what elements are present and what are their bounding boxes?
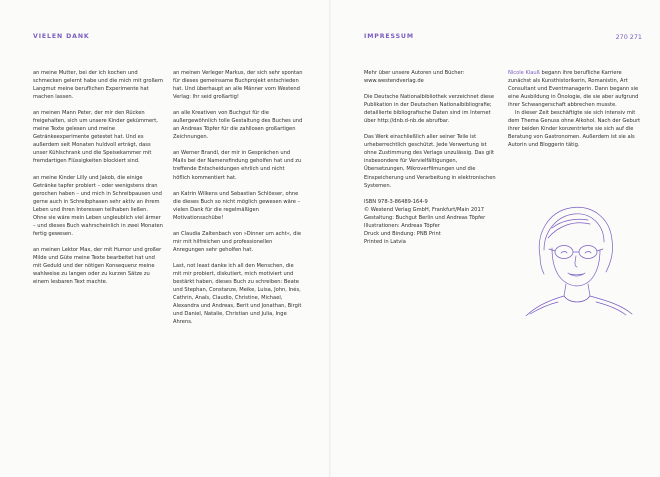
paragraph: an meinen Mann Peter, der mir den Rücken freigehalten, sich um unsere Kinder gekümmert, meine Texte gelesen und meine Getränkeexperimente getestet hat. Und es außerdem seit Monaten huldvoll erträgt, dass unser Kühlschrank und die Speisekammer mit fremdartigen Flüssigkeiten blockiert sind.	[33, 110, 158, 165]
author-bio	[508, 69, 641, 109]
paragraph: an Katrin Wilkens und Sebastian Schlösser, ohne die dieses Buch so nicht möglich gewesen wäre – vielen Dank für die regelmäßigen Motivationsschübe!	[173, 190, 301, 221]
publisher-url: www.westendverlag.de	[364, 78, 424, 85]
printed-in: Printed in Latvia	[364, 238, 406, 245]
paragraph: an Werner Brandl, der mir in Gesprächen und Mails bei der Namensfindung geholfen hat und zu treffende Entscheidungen ehrlich und nicht höflich kommentiert hat.	[173, 150, 302, 181]
isbn: ISBN 978-3-86489-164-9	[364, 198, 428, 205]
right-page-header: IMPRESSUM	[364, 33, 414, 40]
copyright-notice: Das Werk einschließlich aller seiner Teile ist urheberrechtlich geschützt. Jede Verwertung ist ohne Zustimmung des Verlags unzulässig. Das gilt insbesondere für Vervielfältigungen, Übersetzungen, Mikroverfilmungen und die Einspeicherung und Verarbeitung in elektronischen Systemen.	[364, 134, 496, 189]
acknowledgements-column-2	[173, 69, 303, 334]
paragraph: an meine Kinder Lilly und Jakob, die einige Getränke tapfer probiert – oder wenigstens dran gerochen haben – und mich in Schreibpausen und gerne auch in Schreibphasen sehr aktiv an ihrem Leben und ihren Interessen teilhaben ließen. Ohne sie wäre mein Leben ungleublich viel ärmer – und dieses Buch wahrscheinlich in zwei Monaten fertig gewesen.	[33, 174, 163, 237]
paragraph: an meine Mutter, bei der ich kochen und schmecken gelernt habe und die mich mit großem Langmut meine beruflichen Experimente hat machen lassen.	[33, 70, 163, 101]
author-portrait-illustration	[500, 198, 650, 316]
dnb-notice: Die Deutsche Nationalbibliothek verzeichnet diese Publikation in der Deutschen Nationalbibliografie; detaillierte bibliografische Daten sind im Internet über http://dnb.d-nb.de abrufbar.	[364, 94, 495, 125]
book-gutter	[329, 0, 331, 477]
paragraph: an Claudia Zaltenbach von »Dinner um acht«, die mir mit hilfreichen und professionellen Anregungen sehr geholfen hat.	[173, 230, 301, 253]
author-name: Nicole Klauß	[508, 70, 540, 76]
author-bio-text-1: begann ihre berufliche Karriere zunächst als Kunsthistorikerin, Romanistin, Art Consultant und Eventmanagerin. Dann begann sie eine Ausbildung in Önologie, die sie aber aufgrund ihrer Schwangerschaft abbrechen musste.	[508, 70, 639, 109]
paragraph: an alle Kreativen von Buchgut für die außergewöhnlich tolle Gestaltung des Buches und an Andreas Töpfer für die zahllosen großartigen Zeichnungen.	[173, 110, 303, 141]
acknowledgements-column-1	[33, 69, 163, 294]
more-info-label: Mehr über unsere Autoren und Bücher:	[364, 70, 465, 76]
impressum-column	[364, 69, 497, 246]
page-numbers: 270 271	[615, 33, 642, 41]
copyright-line: © Westend Verlag GmbH, Frankfurt/Main 2017	[364, 206, 484, 213]
paragraph: an meinen Lektor Max, der mit Humor und großer Milde und Güte meine Texte bearbeitet hat und mit Geduld und der nötigen Konsequenz meine wahlweise zu langen oder zu kurzen Sätze zu einem lesbaren Text machte.	[33, 246, 162, 286]
left-page-header: VIELEN DANK	[33, 33, 90, 40]
illustration-credit: Illustrationen: Andreas Töpfer	[364, 222, 440, 229]
author-bio-column	[508, 69, 641, 149]
author-bio-text-2: In dieser Zeit beschäftigte sie sich intensiv mit dem Thema Genuss ohne Alkohol. Nach der Geburt ihrer beiden Kinder konzentrierte sie sich auf die Beratung von Gastronomen. Außerdem ist sie als Autorin und Bloggerin tätig.	[508, 110, 641, 149]
paragraph: an meinen Verleger Markus, der sich sehr spontan für dieses gemeinsame Buchprojekt entschieden hat. Und überhaupt an alle Männer vom Westend Verlag: Ihr seid großartig!	[173, 70, 303, 101]
print-credit: Druck und Bindung: PNB Print	[364, 230, 441, 237]
paragraph: Last, not least danke ich all den Menschen, die mit mir probiert, diskutiert, mich motiviert und bestärkt haben, dieses Buch zu schreiben: Beate und Stephan, Constanze, Meike, Luisa, John, Inés, Cathrin, Anaïs, Claudio, Christine, Michael, Alexandra und Andreas, Berit und Jonathan, Birgit und Daniel, Natalie, Christian und Julia, Inge Ahrens.	[173, 262, 302, 326]
design-credit: Gestaltung: Buchgut Berlin und Andreas Töpfer	[364, 214, 486, 221]
